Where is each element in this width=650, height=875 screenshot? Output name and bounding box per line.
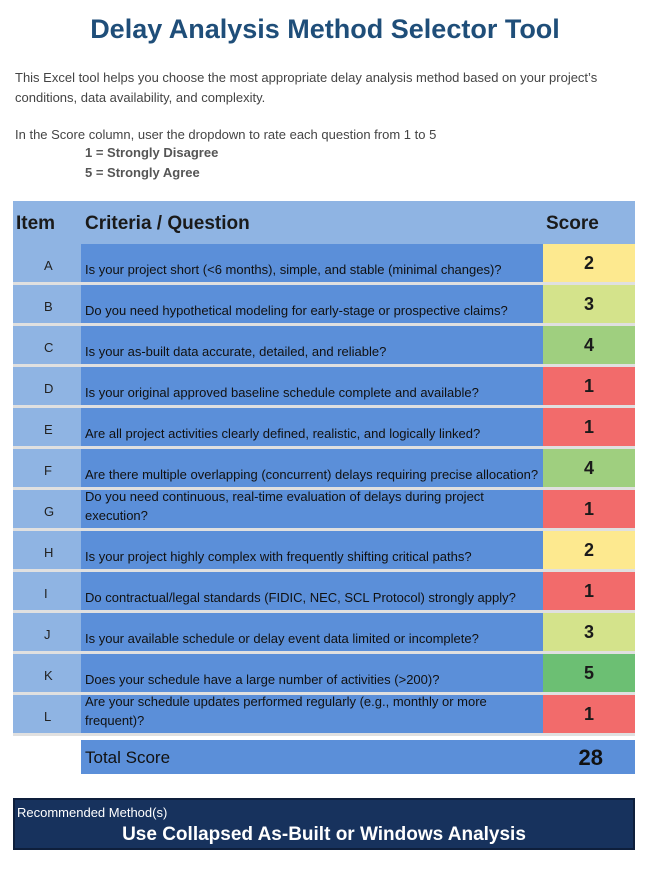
score-dropdown[interactable]: 1 [543,367,635,405]
table-header [13,201,635,244]
table-row [13,408,635,449]
row-item-letter: D [13,367,81,405]
row-question: Is your project short (<6 months), simple, and stable (minimal changes)? [81,244,543,282]
score-dropdown[interactable]: 1 [543,490,635,528]
intro-text: This Excel tool helps you choose the most appropriate delay analysis method based on your project’s conditions, data availability, and complexity. [15,70,598,105]
table-row [13,695,635,736]
total-score-row [81,740,635,774]
table-row [13,244,635,285]
table-row [13,531,635,572]
row-item-letter: G [13,490,81,528]
recommendation-box [13,798,635,850]
score-dropdown[interactable]: 1 [543,695,635,733]
row-question: Do contractual/legal standards (FIDIC, NEC, SCL Protocol) strongly apply? [81,572,543,610]
row-item-letter: H [13,531,81,569]
row-question: Do you need hypothetical modeling for early-stage or prospective claims? [81,285,543,323]
total-score-label: Total Score [85,748,171,767]
row-item-letter: A [13,244,81,282]
table-row [13,572,635,613]
score-dropdown[interactable]: 1 [543,572,635,610]
table-body [13,244,635,736]
recommendation-value: Use Collapsed As-Built or Windows Analysis [122,824,526,845]
instruction-text: In the Score column, user the dropdown to rate each question from 1 to 5 [15,127,437,142]
scale-high-label: 5 = Strongly Agree [85,165,200,180]
score-dropdown[interactable]: 5 [543,654,635,692]
header-item: Item [16,213,56,234]
table-row [13,449,635,490]
score-dropdown[interactable]: 2 [543,531,635,569]
row-question: Is your as-built data accurate, detailed, and reliable? [81,326,543,364]
row-item-letter: C [13,326,81,364]
row-item-letter: F [13,449,81,487]
table-row [13,367,635,408]
row-item-letter: K [13,654,81,692]
page-title: Delay Analysis Method Selector Tool [90,14,560,44]
row-question: Do you need continuous, real-time evaluation of delays during project execution? [81,490,543,528]
row-question: Are all project activities clearly defined, realistic, and logically linked? [81,408,543,446]
table-row [13,326,635,367]
criteria-table [13,201,635,736]
scale-low-label: 1 = Strongly Disagree [85,145,219,160]
header-score: Score [546,213,599,234]
score-dropdown[interactable]: 3 [543,285,635,323]
row-question: Is your project highly complex with frequently shifting critical paths? [81,531,543,569]
table-row [13,654,635,695]
table-row [13,490,635,531]
row-question: Does your schedule have a large number of activities (>200)? [81,654,543,692]
recommendation-label: Recommended Method(s) [17,805,168,820]
score-dropdown[interactable]: 1 [543,408,635,446]
score-dropdown[interactable]: 3 [543,613,635,651]
row-item-letter: I [13,572,81,610]
row-item-letter: E [13,408,81,446]
row-item-letter: J [13,613,81,651]
row-question: Is your available schedule or delay event data limited or incomplete? [81,613,543,651]
row-question: Are your schedule updates performed regularly (e.g., monthly or more frequent)? [81,695,543,733]
table-row [13,285,635,326]
row-item-letter: B [13,285,81,323]
row-item-letter: L [13,695,81,733]
row-question: Is your original approved baseline schedule complete and available? [81,367,543,405]
header-criteria: Criteria / Question [85,213,250,234]
score-dropdown[interactable]: 2 [543,244,635,282]
row-question: Are there multiple overlapping (concurrent) delays requiring precise allocation? [81,449,543,487]
score-dropdown[interactable]: 4 [543,326,635,364]
total-score-value: 28 [578,745,603,770]
score-dropdown[interactable]: 4 [543,449,635,487]
table-row [13,613,635,654]
